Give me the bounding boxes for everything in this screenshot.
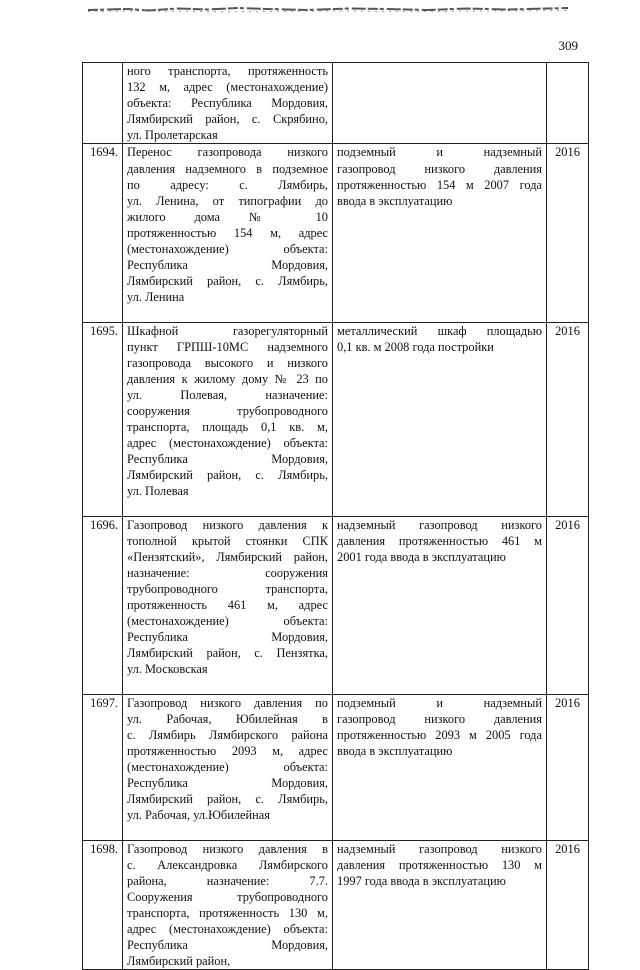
row-number-cell	[83, 322, 123, 516]
object-name-line: Газопровод низкого давления по	[127, 695, 328, 710]
object-name-line: «Пензятский», Лямбирский район,	[127, 549, 328, 564]
object-description-line: ввода в эксплуатацию	[337, 193, 453, 208]
object-name-line: Республика Мордовия,	[127, 258, 328, 273]
scan-artifact-strip	[88, 4, 568, 14]
row-number-cell	[83, 144, 123, 322]
object-name-line: Шкафной газорегуляторный	[127, 323, 328, 338]
table-row	[83, 694, 589, 840]
object-name-line: ул. Рабочая, Юбилейная в	[127, 711, 328, 726]
object-name-line: ул. Пролетарская	[127, 128, 218, 143]
object-description-line: протяженностью 154 м 2007 года	[337, 177, 542, 192]
object-description-line: 2001 года ввода в эксплуатацию	[337, 549, 506, 564]
year-cell	[547, 63, 589, 144]
object-name-line: протяженностью 2093 м, адрес	[127, 743, 328, 758]
property-registry-table	[82, 62, 589, 970]
year-cell	[547, 144, 589, 322]
registry-table-body	[83, 63, 589, 970]
object-name-line: транспорта, протяженность 130 м,	[127, 905, 328, 920]
object-name-line: протяженность 461 м, адрес	[127, 598, 328, 613]
object-name-cell	[123, 322, 333, 516]
object-name-line: по адресу: с. Лямбирь,	[127, 177, 328, 192]
object-name-line: адрес (местонахождение) объекта:	[127, 921, 328, 936]
object-name-line: давления к жилому дому № 23 по	[127, 371, 328, 386]
object-name-line: Республика Мордовия,	[127, 452, 328, 467]
object-name-line: пункт ГРПШ-10МС надземного	[127, 339, 328, 354]
object-name-line: ул. Полевая, назначение:	[127, 387, 328, 402]
object-name-line: Республика Мордовия,	[127, 938, 328, 953]
object-name-line: давления надземного в подземное	[127, 161, 328, 176]
object-name-line: жилого дома № 10	[127, 209, 328, 224]
object-name-line: Газопровод низкого давления в	[127, 841, 328, 856]
object-description-line: газопровод низкого давления	[337, 711, 542, 726]
object-description-line: ввода в эксплуатацию	[337, 743, 453, 758]
year-cell	[547, 516, 589, 694]
object-name-line: Лямбирский район, с. Пензятка,	[127, 646, 328, 661]
object-name-line: с. Александровка Лямбирского	[127, 857, 328, 872]
object-name-line: ул. Полевая	[127, 484, 189, 499]
object-description-line: газопровод низкого давления	[337, 161, 542, 176]
row-number: 1695.	[90, 323, 118, 338]
object-name-line: ного транспорта, протяженность	[127, 64, 328, 78]
object-name-line: ул. Московская	[127, 662, 208, 677]
year-value: 2016	[555, 145, 580, 160]
object-name-line: объекта: Республика Мордовия,	[127, 96, 328, 111]
object-name-line: трубопроводного транспорта,	[127, 582, 328, 596]
object-name-line: газопровода высокого и низкого	[127, 355, 328, 370]
object-name-line: (местонахождение) объекта:	[127, 614, 328, 629]
year-value: 2016	[555, 517, 580, 532]
object-name-line: ул. Рабочая, ул.Юбилейная	[127, 808, 270, 823]
object-name-cell	[123, 63, 333, 144]
object-description-line: давления протяженностью 461 м	[337, 533, 542, 548]
object-name-line: адрес (местонахождение) объекта:	[127, 436, 328, 451]
object-name-line: ул. Ленина, от типографии до	[127, 193, 328, 208]
row-number-cell	[83, 63, 123, 144]
page-number: 309	[558, 38, 578, 53]
object-description-cell	[333, 144, 547, 322]
row-number-cell	[83, 516, 123, 694]
row-number: 1696.	[90, 517, 118, 532]
year-cell	[547, 694, 589, 840]
object-name-line: Лямбирский район, с. Лямбирь,	[127, 792, 328, 807]
object-name-line: района, назначение: 7.7.	[127, 873, 328, 888]
object-description-line: надземный газопровод низкого	[337, 517, 542, 532]
object-description-line: надземный газопровод низкого	[337, 841, 542, 856]
object-name-line: Лямбирский район, с. Лямбирь,	[127, 274, 328, 289]
object-name-line: 132 м, адрес (местонахождение)	[127, 80, 328, 95]
object-description-line: 0,1 кв. м 2008 года постройки	[337, 339, 494, 354]
object-name-cell	[123, 144, 333, 322]
object-name-line: тополной крытой стоянки СПК	[127, 533, 328, 548]
object-name-line: Перенос газопровода низкого	[127, 145, 328, 160]
object-description-line: подземный и надземный	[337, 695, 542, 710]
object-description-cell	[333, 516, 547, 694]
object-name-line: с. Лямбирь Лямбирского района	[127, 727, 328, 742]
object-name-line: сооружения трубопроводного	[127, 403, 328, 418]
object-description-line: подземный и надземный	[337, 145, 542, 160]
object-name-line: Республика Мордовия,	[127, 776, 328, 791]
year-value: 2016	[555, 841, 580, 856]
row-number: 1697.	[90, 695, 118, 710]
object-name-line: Лямбирский район, с. Скрябино,	[127, 112, 328, 127]
year-cell	[547, 322, 589, 516]
table-row	[83, 322, 589, 516]
object-name-line: ул. Ленина	[127, 290, 185, 305]
object-description-line: 1997 года ввода в эксплуатацию	[337, 873, 506, 888]
object-description-line: металлический шкаф площадью	[337, 323, 542, 338]
object-name-line: назначение: сооружения	[127, 565, 328, 580]
year-value: 2016	[555, 695, 580, 710]
object-name-cell	[123, 694, 333, 840]
year-value: 2016	[555, 323, 580, 338]
object-name-line: Республика Мордовия,	[127, 630, 328, 645]
object-name-line: (местонахождение) объекта:	[127, 242, 328, 257]
object-description-line: протяженностью 2093 м 2005 года	[337, 727, 542, 742]
object-name-line: Лямбирский район,	[127, 954, 231, 969]
object-description-cell	[333, 322, 547, 516]
row-number: 1694.	[90, 145, 118, 160]
object-name-line: транспорта, площадь 0,1 кв. м,	[127, 420, 328, 435]
object-description-line: давления протяженностью 130 м	[337, 857, 542, 872]
object-name-line: Лямбирский район, с. Лямбирь,	[127, 468, 328, 483]
table-row	[83, 63, 589, 144]
object-name-line: (местонахождение) объекта:	[127, 760, 328, 775]
row-number: 1698.	[90, 841, 118, 856]
object-name-line: Сооружения трубопроводного	[127, 889, 328, 904]
object-name-cell	[123, 516, 333, 694]
table-row	[83, 144, 589, 322]
object-description-cell	[333, 63, 547, 144]
object-name-line: Газопровод низкого давления к	[127, 517, 328, 532]
row-number-cell	[83, 694, 123, 840]
table-row	[83, 516, 589, 694]
object-name-line: протяженностью 154 м, адрес	[127, 225, 328, 240]
object-description-cell	[333, 694, 547, 840]
